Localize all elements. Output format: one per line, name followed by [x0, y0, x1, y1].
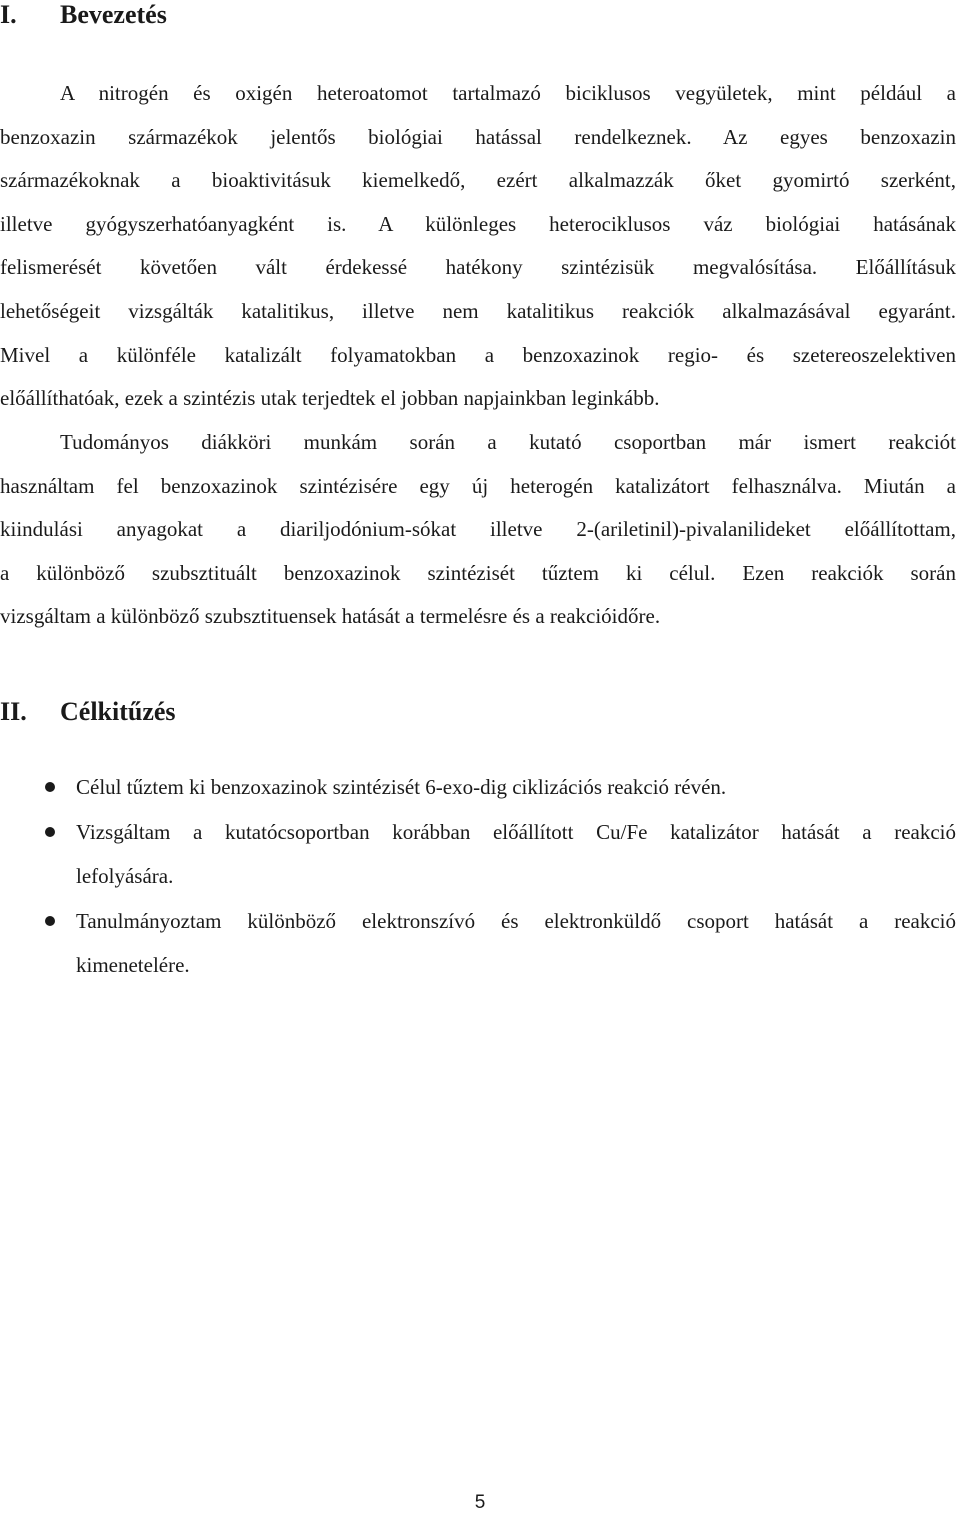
- list-item-text: [76, 765, 956, 810]
- paragraph-line: kiindulási anyagokat a diariljodónium-sókat illetve 2-(ariletinil)-pivalanilideket előállítottam,: [0, 517, 956, 542]
- objectives-list: [0, 765, 956, 988]
- section-number: II.: [0, 697, 27, 726]
- section-title: Bevezetés: [60, 0, 167, 29]
- paragraph-line: származékoknak a bioaktivitásuk kiemelkedő, ezért alkalmazzák őket gyomirtó szerként,: [0, 168, 956, 193]
- paragraph-line: felismerését követően vált érdekessé hatékony szintézisük megvalósítása. Előállításuk: [0, 255, 956, 280]
- paragraph-line: Tudományos diákköri munkám során a kutató csoportban már ismert reakciót: [60, 430, 956, 454]
- paragraph-line: a különböző szubsztituált benzoxazinok szintézisét tűztem ki célul. Ezen reakciók során: [0, 560, 956, 585]
- section-number: I.: [0, 0, 17, 29]
- bullet-icon: [45, 782, 55, 792]
- paragraph-line: vizsgáltam a különböző szubsztituensek hatását a termelésre és a reakcióidőre.: [0, 604, 661, 629]
- paragraph-line: előállíthatóak, ezek a szintézis utak terjedtek el jobban napjainkban leginkább.: [0, 386, 660, 411]
- paragraph-line: használtam fel benzoxazinok szintézisére egy új heterogén katalizátort felhasználva. Miután a: [0, 473, 956, 498]
- list-item-line: Célul tűztem ki benzoxazinok szintézisét 6-exo-dig ciklizációs reakció révén.: [76, 775, 727, 799]
- paragraph-line: lehetőségeit vizsgálták katalitikus, illetve nem katalitikus reakciók alkalmazásával egyaránt.: [0, 298, 956, 323]
- paragraph-line: Mivel a különféle katalizált folyamatokban a benzoxazinok regio- és szetereoszelektiven: [0, 342, 956, 367]
- paragraph-line: illetve gyógyszerhatóanyagként is. A különleges heterociklusos váz biológiai hatásának: [0, 211, 956, 236]
- bullet-icon: [45, 827, 55, 837]
- list-item: [0, 765, 956, 810]
- list-item-line: lefolyására.: [76, 864, 174, 888]
- paragraph-line: benzoxazin származékok jelentős biológiai hatással rendelkeznek. Az egyes benzoxazin: [0, 124, 956, 149]
- list-item: [0, 899, 956, 988]
- intro-paragraph: [0, 72, 956, 421]
- section-heading-celkituzes: [0, 697, 176, 727]
- list-item-text: [76, 810, 956, 899]
- page-number: 5: [474, 1492, 486, 1513]
- list-item-line: kimenetelére.: [76, 953, 190, 977]
- section-title: Célkitűzés: [60, 697, 176, 726]
- section-heading-bevezetes: [0, 0, 167, 30]
- list-item-line: Tanulmányoztam különböző elektronszívó és elektronküldő csoport hatását a reakció: [76, 908, 956, 933]
- list-item-text: [76, 899, 956, 988]
- list-item-line: Vizsgáltam a kutatócsoportban korábban előállított Cu/Fe katalizátor hatását a reakció: [76, 819, 956, 844]
- list-item: [0, 810, 956, 899]
- bullet-icon: [45, 916, 55, 926]
- paragraph-line: A nitrogén és oxigén heteroatomot tartalmazó biciklusos vegyületek, mint például a: [60, 81, 956, 105]
- research-paragraph: [0, 421, 956, 639]
